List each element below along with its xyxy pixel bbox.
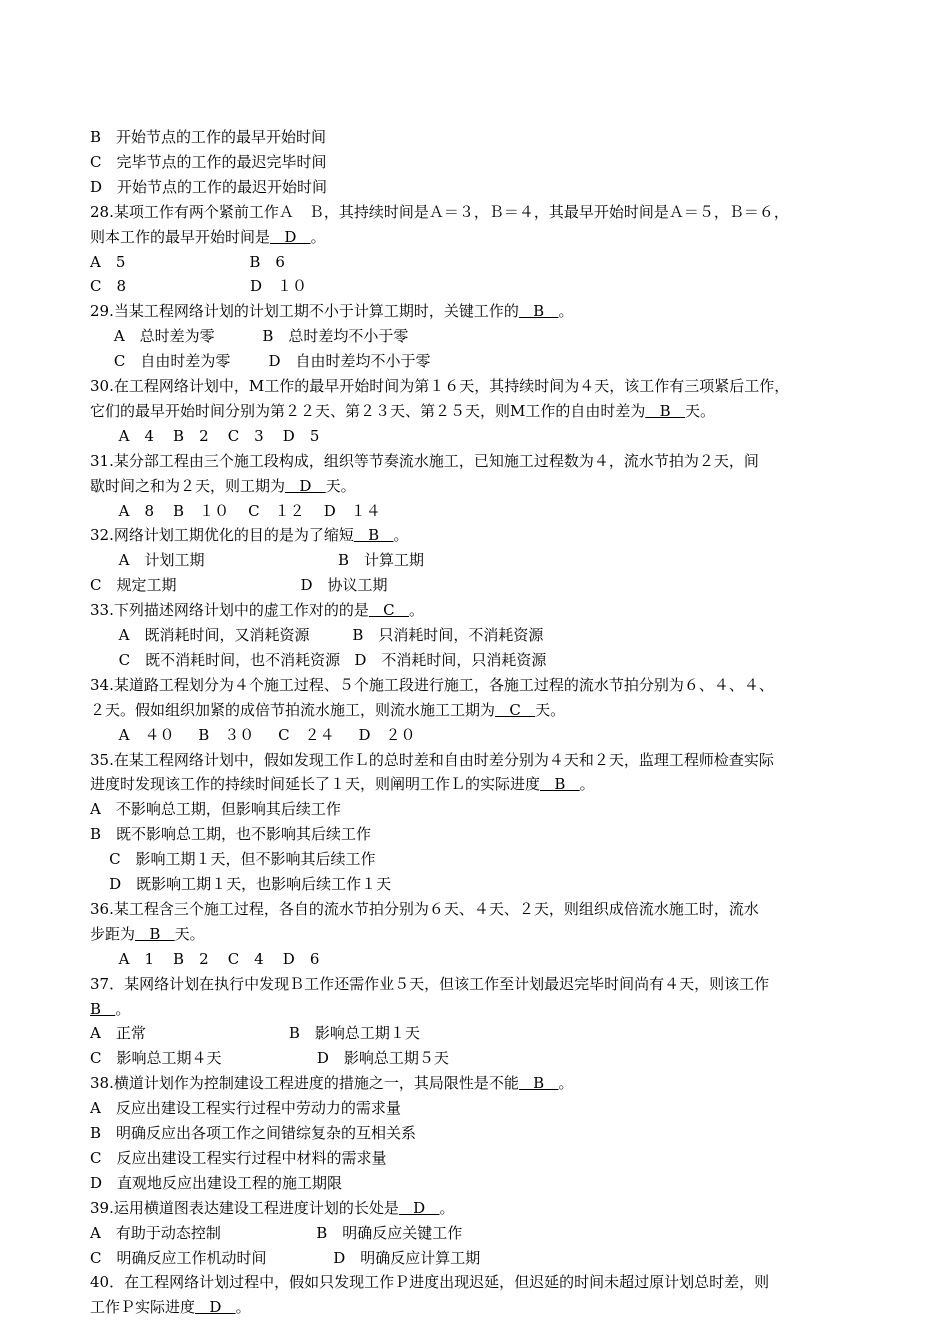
line-text: C 既不消耗时间，也不消耗资源 D 不消耗时间，只消耗资源 [90, 650, 547, 669]
line-text: 32.网络计划工期优化的目的是为了缩短 [90, 526, 354, 545]
line-text: 歇时间之和为２天，则工期为 [90, 476, 286, 495]
answer-blank: B [353, 526, 394, 545]
line-text: 工作Ｐ实际进度 [90, 1298, 196, 1317]
question-line [90, 999, 130, 1019]
line-text: A ４０ B ３０ C ２４ D ２０ [90, 725, 416, 744]
question-line [90, 227, 326, 247]
line-suffix: 。 [235, 1298, 251, 1317]
option-line [90, 152, 326, 172]
answer-blank: D [270, 227, 311, 246]
option-line [90, 849, 376, 869]
option-line [90, 1098, 401, 1118]
line-text: 39.运用横道图表达建设工程进度计划的长处是 [90, 1198, 399, 1217]
line-text: 29.当某工程网络计划的计划工期不小于计算工期时，关键工作的 [90, 302, 519, 321]
line-text: 则本工作的最早开始时间是 [90, 227, 271, 246]
line-text: 31.某分部工程由三个施工段构成，组织等节奏流水施工，已知施工过程数为４，流水节拍为２天，间 [90, 451, 759, 470]
option-line [90, 1148, 386, 1168]
line-text: B 明确反应出各项工作之间错综复杂的互相关系 [90, 1124, 417, 1142]
option-line [90, 1023, 420, 1043]
question-line [90, 401, 715, 421]
question-line [90, 774, 595, 794]
line-suffix: 。 [393, 526, 409, 545]
question-line [90, 675, 774, 695]
option-line [90, 1123, 416, 1143]
question-line [90, 1198, 455, 1218]
line-text: C 明确反应工作机动时间 D 明确反应计算工期 [90, 1248, 481, 1267]
line-text: 它们的最早开始时间分别为第２２天、第２３天、第２５天，则M工作的自由时差为 [90, 401, 646, 420]
option-line [90, 1173, 342, 1193]
question-line [90, 974, 769, 994]
option-line [90, 426, 319, 446]
line-text: A 计划工期 B 计算工期 [90, 551, 424, 570]
option-line [90, 1223, 462, 1243]
line-text: A 不影响总工期，但影响其后续工作 [90, 800, 341, 819]
option-line [90, 1248, 480, 1268]
answer-blank: B [135, 924, 175, 943]
line-text: A 1 B 2 C 4 D 6 [90, 949, 320, 968]
question-line [90, 476, 356, 496]
line-text: A 5 B 6 [90, 252, 285, 271]
line-text: D 直观地反应出建设工程的施工期限 [90, 1173, 343, 1192]
line-text: 步距为 [90, 924, 136, 943]
line-suffix: 天。 [535, 700, 566, 719]
option-line [90, 252, 285, 272]
line-text: C 影响工期１天，但不影响其后续工作 [90, 850, 376, 869]
question-line [90, 525, 409, 545]
line-text: C 8 D １０ [90, 277, 308, 296]
option-line [90, 501, 381, 521]
option-line [90, 575, 387, 595]
option-line [90, 725, 416, 745]
line-text: 28.某项工作有两个紧前工作Ａ Ｂ，其持续时间是Ａ＝３，Ｂ＝４，其最早开始时间是Ａ＝５，Ｂ＝６， [90, 202, 789, 221]
line-text: C 完毕节点的工作的最迟完毕时间 [90, 152, 327, 171]
line-text: 34.某道路工程划分为４个施工过程、５个施工段进行施工，各施工过程的流水节拍分别为６、４、４、 [90, 675, 774, 694]
line-text: 35.在某工程网络计划中，假如发现工作Ｌ的总时差和自由时差分别为４天和２天，监理工程师检查实际 [90, 750, 774, 769]
line-text: C 自由时差为零 D 自由时差均不小于零 [90, 352, 431, 371]
line-text: A 总时差为零 B 总时差均不小于零 [90, 327, 409, 346]
answer-blank: B [645, 401, 686, 420]
line-suffix: 。 [579, 775, 595, 794]
question-line [90, 1297, 251, 1317]
line-text: 37．某网络计划在执行中发现Ｂ工作还需作业５天，但该工作至计划最迟完毕时间尚有４天，则该工作 [90, 974, 770, 993]
line-text: 38.横道计划作为控制建设工程进度的措施之一，其局限性是不能 [90, 1074, 519, 1093]
line-text: D 开始节点的工作的最迟开始时间 [90, 177, 328, 196]
line-text: B 既不影响总工期，也不影响其后续工作 [90, 825, 372, 844]
line-text: B 开始节点的工作的最早开始时间 [90, 128, 327, 146]
question-line [90, 750, 774, 770]
option-line [90, 874, 391, 894]
option-line [90, 127, 326, 147]
line-text: ２天。假如组织加紧的成倍节拍流水施工，则流水施工工期为 [90, 700, 496, 719]
answer-blank: B [518, 302, 559, 321]
line-suffix: 。 [439, 1198, 455, 1217]
option-line [90, 1048, 449, 1068]
question-line [90, 700, 565, 720]
option-line [90, 276, 307, 296]
answer-blank: B [518, 1074, 559, 1093]
question-line [90, 1272, 769, 1292]
answer-blank: D [195, 1298, 236, 1317]
line-suffix: 。 [115, 999, 131, 1018]
answer-blank: C [495, 700, 536, 719]
line-suffix: 天。 [685, 401, 716, 420]
question-line [90, 924, 205, 944]
line-text: D 既影响工期１天，也影响后续工作１天 [90, 875, 392, 893]
line-text: A 正常 B 影响总工期１天 [90, 1024, 420, 1043]
answer-blank: B [90, 999, 116, 1018]
question-line [90, 376, 789, 396]
answer-blank: C [368, 601, 409, 620]
option-line [90, 799, 341, 819]
option-line [90, 625, 543, 645]
answer-blank: D [398, 1198, 440, 1217]
line-text: A 反应出建设工程实行过程中劳动力的需求量 [90, 1099, 401, 1118]
line-suffix: 。 [558, 1074, 574, 1093]
line-text: C 规定工期 D 协议工期 [90, 576, 388, 595]
line-text: A 8 B １０ C １２ D １４ [90, 501, 381, 520]
option-line [90, 824, 371, 844]
line-suffix: 天。 [174, 924, 205, 943]
line-suffix: 。 [558, 302, 574, 321]
question-line [90, 899, 759, 919]
option-line [90, 650, 546, 670]
line-text: C 反应出建设工程实行过程中材料的需求量 [90, 1148, 387, 1167]
question-line [90, 301, 574, 321]
option-line [90, 351, 431, 371]
line-text: 30.在工程网络计划中，M工作的最早开始时间为第１６天，其持续时间为４天，该工作有三项紧后工作， [90, 377, 790, 395]
line-text: 33.下列描述网络计划中的虚工作对的的是 [90, 601, 369, 620]
line-text: A 既消耗时间，又消耗资源 B 只消耗时间，不消耗资源 [90, 626, 544, 644]
line-suffix: 。 [408, 601, 424, 620]
question-line [90, 1073, 574, 1093]
line-text: 进度时发现该工作的持续时间延长了１天，则阐明工作Ｌ的实际进度 [90, 775, 541, 794]
option-line [90, 550, 424, 570]
question-line [90, 451, 759, 471]
option-line [90, 177, 327, 197]
line-text: A 有助于动态控制 B 明确反应关键工作 [90, 1223, 463, 1242]
line-text: 40．在工程网络计划过程中，假如只发现工作Ｐ进度出现迟延，但迟延的时间未超过原计划总时差，则 [90, 1273, 770, 1292]
option-line [90, 326, 408, 346]
line-text: C 影响总工期４天 D 影响总工期５天 [90, 1049, 449, 1068]
line-text: A 4 B 2 C 3 D 5 [90, 426, 320, 445]
line-suffix: 天。 [325, 476, 356, 495]
question-line [90, 600, 424, 620]
line-text: 36.某工程含三个施工过程，各自的流水节拍分别为６天、４天、２天，则组织成倍流水施工时，流水 [90, 899, 759, 918]
question-line [90, 202, 789, 222]
line-suffix: 。 [310, 227, 326, 246]
answer-blank: B [540, 775, 580, 794]
option-line [90, 949, 319, 969]
answer-blank: D [285, 476, 326, 495]
